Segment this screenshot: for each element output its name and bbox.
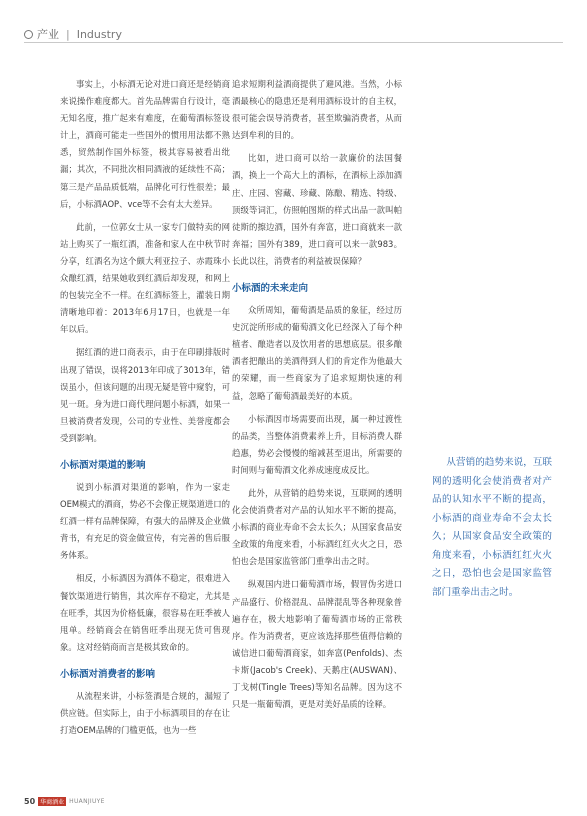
circle-icon [24,30,33,39]
paragraph: 说到小标酒对渠道的影响，作为一家走OEM模式的酒商，势必不会像正规渠道进口的红酒一样有品牌保障，有强大的品牌及企业做背书，有充足的资金做宣传，有完善的售后服务体系。 [60,481,230,561]
divider: | [66,27,70,41]
paragraph: 从流程来讲，小标签酒是合规的，漏短了供应链。但实际上，由于小标酒项目的存在让打造OEM品牌的门槛更低，也为一些 [60,690,230,736]
paragraph: 据红酒的进口商表示，由于在印刷排版时出现了错误，误将2013年印成了3013年，错误虽小，但该问题的出现无疑是管中窥豹，可见一斑。身为进口商代理问题小标酒，如果一旦被消费者发现，公司的专业性、美誉度都会受到影响。 [60,347,230,443]
section-header [24,26,122,42]
pull-quote: 从营销的趋势来说，互联网的透明化会使消费者对产品的认知水平不断的提高，小标酒的商业寿命不会太长久；从国家食品安全政策的角度来看，小标酒红红火火之日，恐怕也会是国家监管部门重拳出击之时。 [432,457,552,598]
paragraph: 小标酒因市场需要而出现，属一种过渡性的品类，当整体消费素养上升，目标消费人群趋惠，势必会慢慢的缩减甚至退出，所需要的时间则与葡萄酒文化养成速度成反比。 [232,413,402,475]
paragraph: 追求短期利益酒商提供了避风港。当然，小标酒最核心的隐患还是利用酒标设计的自主权，很可能会误导消费者，甚至欺骗消费者，从而达到牟利的目的。 [232,79,402,141]
paragraph: 比如，进口商可以给一款廉价的法国餐酒，换上一个高大上的酒标，在酒标上添加酒庄、庄园、窖藏、珍藏、陈酿、精选、特级、顶级等词汇，仿照帕图斯的样式出品一款叫帕徒斯的擦边酒，国外有奔富，进口商就来一款奔福；国外有389，进口商可以来一款983。长此以往，消费者的利益被误保障？ [232,153,402,266]
magazine-name: HUANJIUYE [69,798,105,805]
section-heading: 小标酒对渠道的影响 [60,459,146,471]
paragraph: 此外，从营销的趋势来说，互联网的透明化会使消费者对产品的认知水平不断的提高，小标酒的商业寿命不会太长久；从国家食品安全政策的角度来看，小标酒红红火火之日，恐怕也会是国家监管部门重拳出击之时。 [232,487,402,567]
page-footer [24,797,105,806]
paragraph: 纵观国内进口葡萄酒市场，假冒伪劣进口产品盛行、价格混乱、品牌混乱等各种现象普遍存在，极大地影响了葡萄酒市场的正常秩序。作为消费者，更应该选择那些值得信赖的诚信进口葡萄酒商家，如奔富(Penfolds)、杰卡斯(Jacob's Creek)、天鹅庄(AUSWAN)、丁戈树(Tingle Trees)等知名品牌。因为这不只是一瓶葡萄酒，更是对美好品质的诠释。 [232,579,402,710]
magazine-badge: 华商酒业 [40,799,65,806]
header-rule [24,42,563,43]
paragraph: 众所周知，葡萄酒是品质的象征，经过历史沉淀所形成的葡萄酒文化已经深入了每个种植者、酿造者以及饮用者的思想底层。很多酿酒者把酿出的美酒得到人们的肯定作为他最大的荣耀，而一些商家为了追求短期快速的利益，忽略了葡萄酒最美好的本质。 [232,305,402,401]
column-middle [232,76,402,719]
paragraph: 相反，小标酒因为酒体不稳定，很难进入餐饮渠道进行销售，其次库存不稳定，尤其是在旺季，其因为价格低廉，很容易在旺季被人甩单。经销商会在销售旺季出现无货可售现象。这对经销商而言是极其致命的。 [60,573,230,652]
section-heading: 小标酒的未来走向 [232,283,309,295]
column-left [60,76,230,745]
section-heading: 小标酒对消费者的影响 [60,668,156,680]
paragraph: 事实上，小标酒无论对进口商还是经销商来说操作难度都大。首先品牌需自行设计，毫无知名度，推广起来有难度，在葡萄酒标签设计上，酒商可能走一些国外的惯用用法都不熟悉，贸然制作国外标签，极其容易被看出纰漏；其次，不同批次相同酒液的延续性不高；第三是产品品质低端，品牌化可行性很差；最后，小标酒AOP、vce等不会有太大差异。 [60,79,230,209]
section-title-cn: 产业 [37,28,59,41]
paragraph: 此前，一位郭女士从一家专门做特卖的网站上购买了一瓶红酒，准备和家人在中秋节时分享，红酒名为这个颇大利亚拉子、赤霞珠小众酿红酒，结果她收到红酒后却发现，和网上的包装完全不一样。在红酒标签上，灌装日期清晰地印着：2013年6月17日，也就是一年年以后。 [60,221,230,335]
section-title-en: Industry [76,27,122,41]
page-number: 50 [24,797,36,806]
